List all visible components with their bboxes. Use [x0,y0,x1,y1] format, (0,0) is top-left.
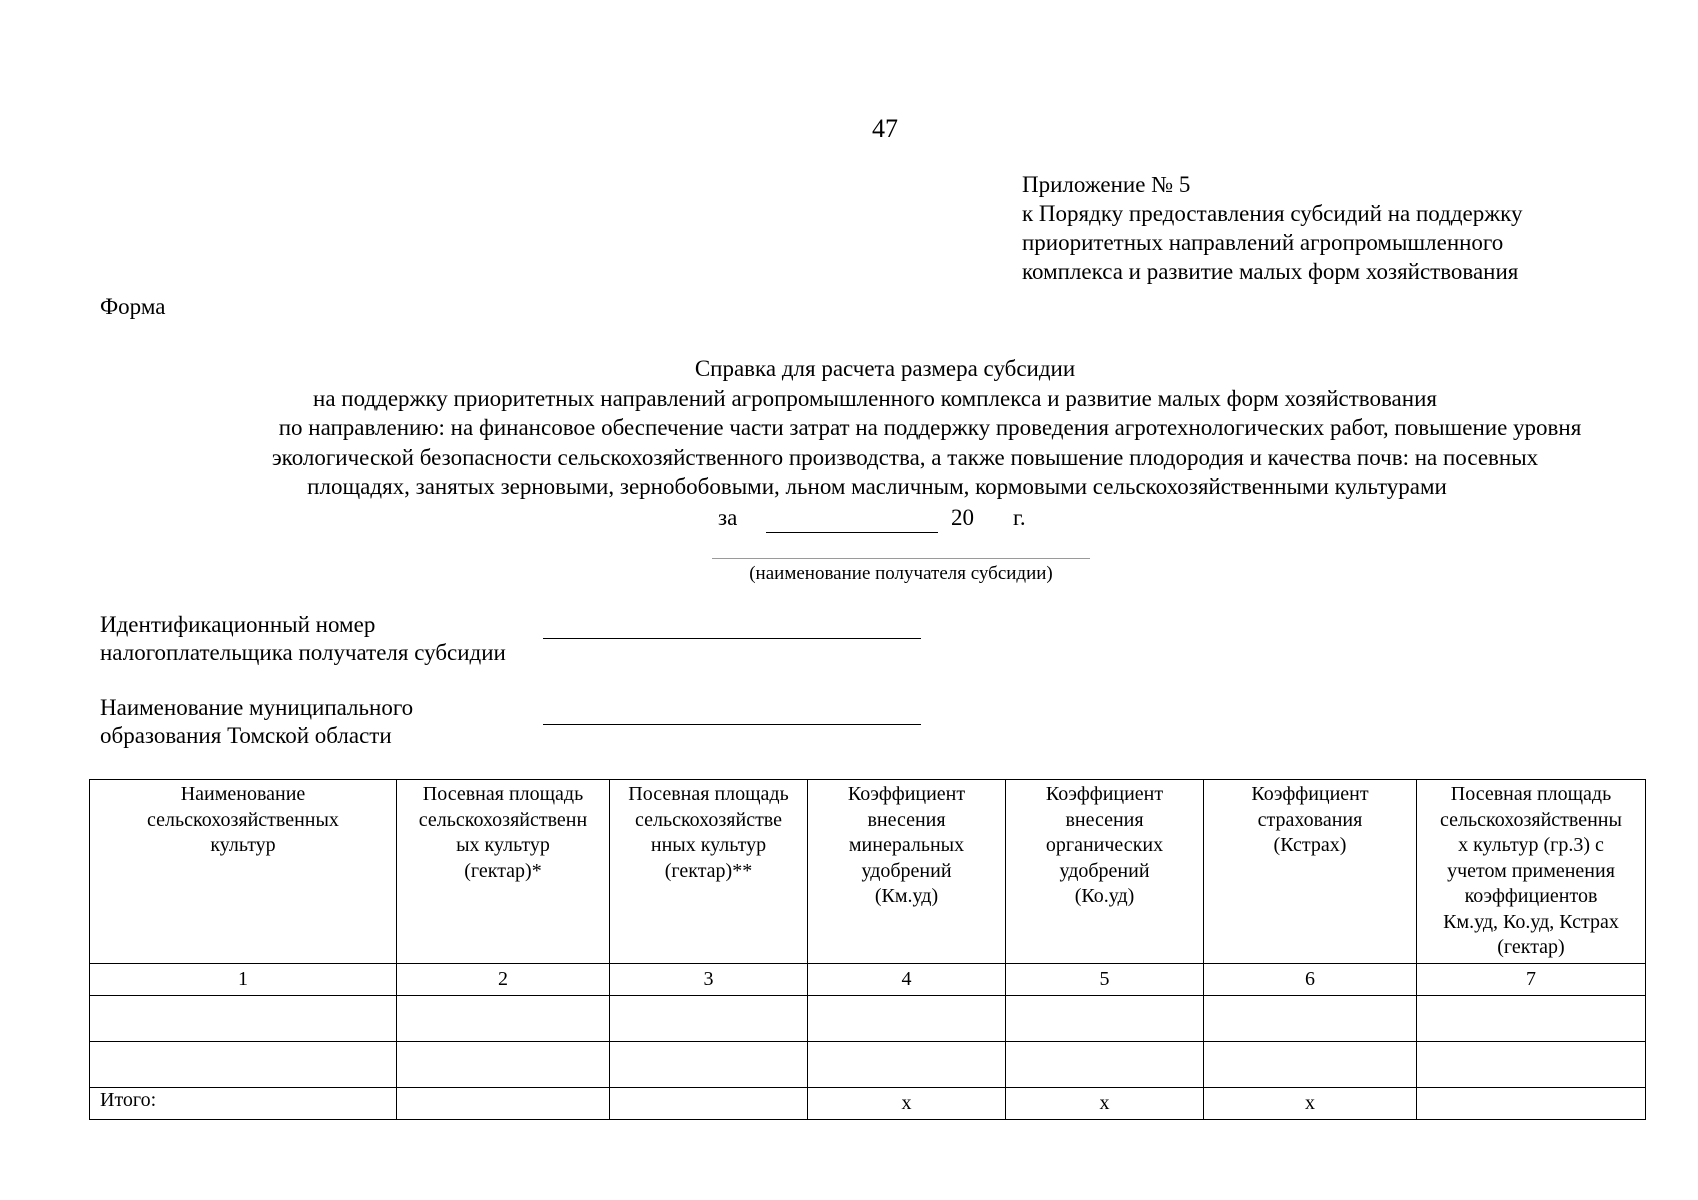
column-number-row [90,964,1646,996]
table-cell[interactable] [1006,996,1204,1042]
inn-label-line: Идентификационный номер [100,612,376,637]
table-cell[interactable] [1417,996,1646,1042]
table-cell[interactable] [610,1042,808,1088]
table-cell[interactable] [808,1042,1006,1088]
table-header-row [90,780,1646,964]
title-line: площадях, занятых зерновыми, зернобобовыми, льном масличным, кормовыми сельскохозяйственными культурами [307,474,1447,499]
header-sown-area-2: Посевная площадь сельскохозяйстве нных культур (гектар)** [610,780,808,964]
total-cell[interactable] [397,1088,610,1120]
period-blank-field[interactable] [766,505,938,533]
table-cell[interactable] [1204,996,1417,1042]
table-cell[interactable] [90,996,397,1042]
appendix-line: Приложение № 5 [1022,172,1191,197]
table-cell[interactable] [808,996,1006,1042]
column-number: 4 [808,964,1006,996]
municipality-label [100,694,413,750]
title-line: Справка для расчета размера субсидии [694,356,1076,381]
header-organic-fertilizer-coef: Коэффициент внесения органических удобрений (Ко.уд) [1006,780,1204,964]
form-label: Форма [100,294,166,319]
table-cell[interactable] [1006,1042,1204,1088]
column-number: 2 [397,964,610,996]
subsidy-table [89,779,1646,1120]
total-cell-na: х [808,1088,1006,1120]
table-cell[interactable] [90,1042,397,1088]
document-title [0,354,1698,502]
inn-field[interactable] [543,638,921,639]
total-cell-na: х [1204,1088,1417,1120]
inn-label [100,611,506,667]
inn-label-line: налогоплательщика получателя субсидии [100,640,506,665]
table-row [90,996,1646,1042]
table-cell[interactable] [397,1042,610,1088]
column-number: 5 [1006,964,1204,996]
column-number: 6 [1204,964,1417,996]
municipality-label-line: Наименование муниципального [100,695,414,720]
title-line: на поддержку приоритетных направлений агропромышленного комплекса и развитие малых форм хозяйствования [313,385,1437,411]
table-cell[interactable] [610,996,808,1042]
header-sown-area-1: Посевная площадь сельскохозяйственн ых культур (гектар)* [397,780,610,964]
period-prefix: за [718,505,738,530]
header-mineral-fertilizer-coef: Коэффициент внесения минеральных удобрений (Км.уд) [808,780,1006,964]
total-cell-na: х [1006,1088,1204,1120]
column-number: 7 [1417,964,1646,996]
appendix-line: к Порядку предоставления субсидий на поддержку [1022,201,1523,226]
appendix-reference [1022,170,1523,286]
title-line: по направлению: на финансовое обеспечение части затрат на поддержку проведения агротехнологических работ, повышение уровня [278,415,1582,440]
municipality-field[interactable] [543,724,921,725]
period-suffix: г. [1013,505,1026,530]
recipient-caption: (наименование получателя субсидии) [749,563,1053,584]
column-number: 3 [610,964,808,996]
header-insurance-coef: Коэффициент страхования (Кстрах) [1204,780,1417,964]
total-cell[interactable] [610,1088,808,1120]
municipality-label-line: образования Томской области [100,723,392,748]
column-number: 1 [90,964,397,996]
title-line: экологической безопасности сельскохозяйственного производства, а также повышение плодородия и качества почв: на посевных [271,444,1539,470]
total-cell[interactable] [1417,1088,1646,1120]
table-cell[interactable] [397,996,610,1042]
table-cell[interactable] [1204,1042,1417,1088]
page-number: 47 [872,114,898,143]
appendix-line: приоритетных направлений агропромышленного [1022,230,1504,255]
appendix-line: комплекса и развитие малых форм хозяйствования [1022,259,1519,284]
table-cell[interactable] [1417,1042,1646,1088]
recipient-name-field[interactable] [712,558,1090,559]
header-crop-name: Наименование сельскохозяйственных культур [90,780,397,964]
header-adjusted-sown-area: Посевная площадь сельскохозяйственны х культур (гр.3) с учетом применения коэффициентов Км.уд, Ко.уд, Кстрах (гектар) [1417,780,1646,964]
total-label: Итого: [90,1088,397,1120]
period-year-prefix: 20 [951,505,974,530]
total-row [90,1088,1646,1120]
table-row [90,1042,1646,1088]
